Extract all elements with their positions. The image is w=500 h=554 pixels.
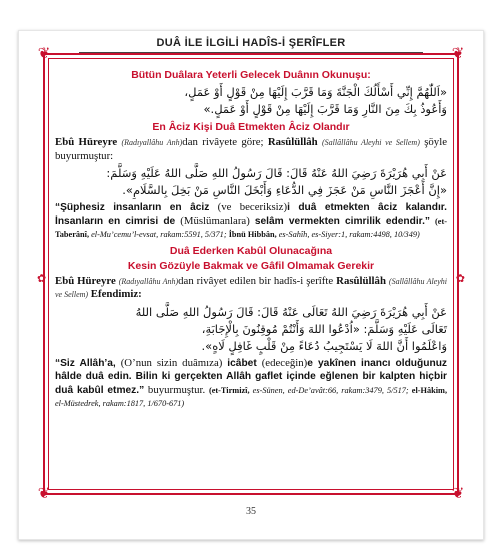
intro-text: dan rivâyet edilen bir hadîs-i şerîfte <box>178 274 334 287</box>
narration-intro <box>55 275 447 302</box>
hadith-translation <box>55 357 447 411</box>
prophet-name: Rasûlüllâh <box>267 136 318 148</box>
honorific: (Radıyallâhu Anh) <box>121 138 183 147</box>
ornament-icon: ✿ <box>455 273 465 285</box>
quote-paren: (Müslümanlara) <box>180 214 250 227</box>
reference: (et-Tirmizî, es-Sünen, ed-De’avât:66, rakam:3479, 5/517; el-Hâkim, el-Müstedrek, rakam:1817, 1/670-671) <box>55 385 448 408</box>
quote-paren: (edeceğin) <box>261 356 308 369</box>
arabic-text: عَنْ أَبِي هُرَيْرَةَ رَضِيَ اللهُ تَعَالَى عَنْهُ قَالَ: قَالَ رَسُولُ اللهِ صَلَّى اللهُ <box>135 304 447 319</box>
quote-paren: (ve beceriksiz) <box>217 201 288 213</box>
quote-text: selâm vermekten cimrilik edendir.” <box>254 215 430 227</box>
ornament-icon: ❦ <box>37 486 51 502</box>
intro-text: şöyle buyurmuştur: <box>55 136 447 162</box>
prophet-name: Rasûlüllâh <box>336 274 386 287</box>
book-page <box>18 30 484 540</box>
narrator-name: Ebû Hüreyre <box>55 274 116 287</box>
hadith-translation <box>55 201 447 242</box>
intro-text: Efendimiz: <box>90 288 142 300</box>
arabic-text: وَاعْلَمُوا أَنَّ اللهَ لَا يَسْتَجِيبُ دُعَاءً مِنْ قَلْبٍ غَافِلٍ لَاهٍ». <box>201 338 447 353</box>
ornament-icon: ❦ <box>37 46 51 62</box>
narration-intro <box>55 136 447 163</box>
section-certainty-in-dua <box>55 245 447 411</box>
arabic-text: «اَللّٰهُمَّ إِنِّي أَسْأَلُكَ الْجَنَّةَ وَمَا قَرَّبَ إِلَيْهَا مِنْ قَوْلٍ أَوْ عَمَلٍ، <box>184 85 447 99</box>
quote-end: buyurmuştur. <box>147 383 206 396</box>
quote-text: “Siz Allâh’a, <box>55 357 116 369</box>
page-number: 35 <box>246 506 256 517</box>
quote-text: icâbet <box>227 357 257 369</box>
section-complete-dua <box>55 69 447 118</box>
ornament-icon: ✿ <box>37 273 47 285</box>
section-heading: Bütün Duâlara Yeterli Gelecek Duânın Okunuşu: <box>131 69 371 81</box>
quote-text: i duâ etmekten âciz kalandır. İnsanların en cimrisi de <box>55 202 448 227</box>
salawat: (Sallâllâhu Aleyhi ve Sellem) <box>322 138 420 147</box>
section-heading: Kesin Gözüyle Bakmak ve Gâfil Olmamak Gerekir <box>127 259 375 272</box>
ornament-icon: ❦ <box>451 46 465 62</box>
section-heading: En Âciz Kişi Duâ Etmekten Âciz Olandır <box>152 121 350 133</box>
arabic-text: وَأَعُوذُ بِكَ مِنَ النَّارِ وَمَا قَرَّبَ إِلَيْهَا مِنْ قَوْلٍ أَوْ عَمَلٍ.» <box>203 102 447 116</box>
page-header: DUÂ İLE İLGİLİ HADÎS-İ ŞERÎFLER <box>156 37 346 49</box>
ornament-icon: ❦ <box>451 486 465 502</box>
reference: (et-Taberânî, el-Mu’cemu’l-evsat, rakam:5591, 5/371; İbnü Hibbân, es-Sahîh, es-Siyer:1, rakam:4498, 10/349) <box>55 216 448 239</box>
quote-paren: (O’nun sizin duâmıza) <box>120 356 223 369</box>
honorific: (Radıyallâhu Anh) <box>118 276 179 286</box>
page-content <box>55 69 447 414</box>
arabic-text: عَنْ أَبِي هُرَيْرَةَ رَضِيَ اللهُ عَنْهُ قَالَ: قَالَ رَسُولُ اللهِ صَلَّى اللهُ عَلَيْهِ وَسَلَّمَ: <box>106 166 447 180</box>
quote-text: “Şüphesiz insanların en âciz <box>55 202 210 213</box>
salawat: (Sallâllâhu Aleyhi ve Sellem) <box>55 276 447 299</box>
arabic-text: تَعَالَى عَلَيْهِ وَسَلَّمَ: «اُدْعُوا اللهَ وَأَنْتُمْ مُوقِنُونَ بِالْإِجَابَةِ، <box>201 321 447 336</box>
arabic-text: «إِنَّ أَعْجَزَ النَّاسِ مَنْ عَجَزَ فِي الدُّعَاءِ وَأَبْخَلَ النَّاسِ مَنْ بَخِلَ بِالسَّلَامِ». <box>122 183 447 197</box>
section-heading: Duâ Ederken Kabûl Olunacağına <box>169 244 333 257</box>
quote-text: e yakînen inancı olduğunuz hâlde duâ edin. Bilin ki gerçekten Allâh gaflet içinde eğlenen bir kalpten hiçbir duâ kabûl etmez.” <box>55 357 448 396</box>
section-weakest-person <box>55 121 447 242</box>
narrator-name: Ebû Hüreyre <box>55 136 118 148</box>
intro-text: dan rivâyete göre; <box>182 136 264 148</box>
